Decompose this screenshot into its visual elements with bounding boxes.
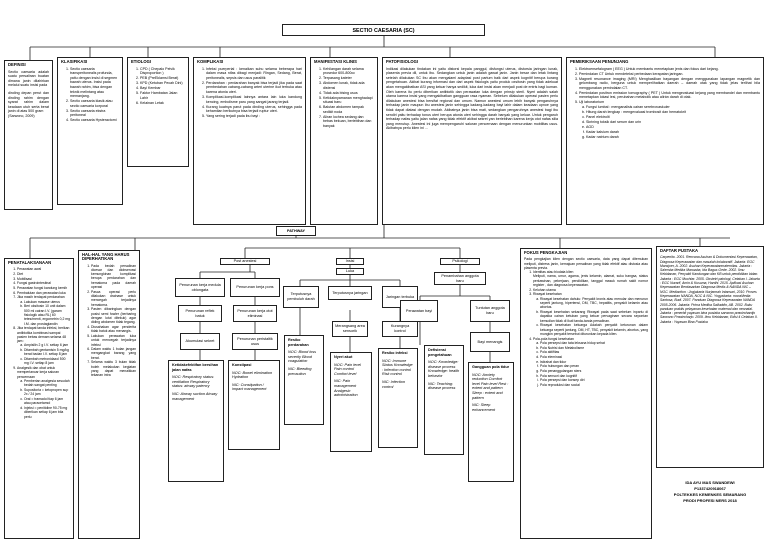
node-otot-eliminasi xyxy=(233,305,277,322)
diagnosis-nic: NIC: Bleeding precaution xyxy=(288,366,312,376)
node-text: Luka xyxy=(345,269,355,274)
node-text: Penurunan kerja medula oblongata xyxy=(179,282,221,292)
list-item: c. Pola aktifitas xyxy=(540,350,648,354)
list-item: 1. Perawatan awal xyxy=(17,267,70,271)
list-item: 6. Balutan abdomen tampak sedikit noda xyxy=(323,105,374,114)
list-item: j. Pola reproduksi dan social xyxy=(540,383,648,387)
list-item: 3. Mobilisasi xyxy=(17,277,70,281)
pemeriksaan-box xyxy=(566,57,764,225)
node-text: Psikologi xyxy=(452,259,468,264)
daftar-pustaka-box xyxy=(656,246,764,468)
list-item: c. Oral = tramadol tiap 6 jam atau paracetamol xyxy=(24,397,70,406)
list-item: 3. Abdomen lunak, tidak ada distensi xyxy=(323,81,374,90)
list-item: e. Istirahat dan tidur xyxy=(540,360,648,364)
definisi-text2: dinding depan perut dan dinding rahim dengan syarat rahim dalam keadaan utuh serta berat janin di atas 500 gram xyxy=(8,90,49,114)
list-item: 1. Infeksi puerperial : kenaikan suhu selama beberapa hari dalam masa nifas dibagi menjadi: Ringan, Sedang, Berat, peritonealis, sepsis dan usus paralitik xyxy=(206,67,302,81)
patofisiologi-box xyxy=(382,57,562,225)
node-medula-oblongata xyxy=(175,278,225,297)
node-akumulasi-sekret xyxy=(180,333,220,350)
item-text: Identitas atau biodata klien xyxy=(533,270,574,275)
list-item: 1. Kehilangan darah selama prosedur 600-800cc xyxy=(323,67,374,76)
item-text: Jika terdapat tanda infeksi, berikan antibiotika kombinasi sampai pasien bebas demam selama 48 jam : xyxy=(17,326,70,344)
node-terputusnya-jaringan xyxy=(328,286,372,300)
list-item: 2. Pasca operasi perlu dilakukan drainase untuk mencegah terjadinya hematoma. xyxy=(91,290,136,307)
node-kurangnya-kontrol xyxy=(382,321,418,337)
diagnosis-title: Nyeri akut xyxy=(334,355,353,359)
diagnosis-nic: NIC: Constipation / impact management xyxy=(232,382,267,392)
list-item: a. Lakukan masase uterus xyxy=(24,300,70,304)
item-text: Riwayat kesehatan xyxy=(533,292,562,297)
diagnosis-defisiensi-pengetahuan xyxy=(424,345,464,455)
list-item xyxy=(533,270,648,287)
list-item: 7. Aliran lochea sedang dan bebas bekuan, berlebihan dan banyak xyxy=(323,115,374,129)
list-item: b. Ditambah gentamisin 5 mg/kg berat badan I.V. setiap 8 jam xyxy=(24,348,70,357)
diagnosis-noc: NOC: Respiratory status: ventilation Respiratory status: airway patency xyxy=(172,375,215,389)
hal-hal-heading: HAL-HAL YANG HARUS DIPERHATIKAN xyxy=(82,252,130,262)
node-text: Terputusnya pembuluh darah xyxy=(287,292,315,301)
list-item: 1. Elektroensefalogram ( EEG ) Untuk membantu menetapkan jenis dan fokus dari kejang. xyxy=(579,67,760,72)
diagnosis-nic: NIC: Airway suction Airway management xyxy=(172,391,218,401)
komplikasi-heading: KOMPLIKASI xyxy=(197,59,224,64)
list-item: d. Skrining toksik dari serum dan urin xyxy=(586,120,760,125)
node-luka xyxy=(336,268,364,275)
penatalaksanaan-list xyxy=(8,267,70,419)
sub-list xyxy=(17,343,70,365)
node-psikologi xyxy=(440,258,480,265)
node-area-sensorik xyxy=(332,321,368,337)
list-item: g. Pola penanggulangan sters xyxy=(540,369,648,373)
list-item: e. AGD xyxy=(586,125,760,130)
node-pembuluh-darah xyxy=(283,286,319,308)
diagnosis-title: Konstipasi xyxy=(232,363,252,367)
diagnosis-title: Gangguan pola tidur xyxy=(472,365,510,369)
definisi-box xyxy=(4,60,53,210)
node-text: Penambahan anggota baru xyxy=(441,273,479,283)
node-text: Penurunan kerja pons xyxy=(236,285,274,290)
node-text: Tuntutan anggota baru xyxy=(475,306,505,315)
diagnosis-jalan-nafas xyxy=(168,360,224,482)
page-title xyxy=(282,24,485,36)
node-kerja-pons xyxy=(230,278,280,297)
hal-hal-list xyxy=(82,264,136,378)
author-nim: P1337420918067 xyxy=(694,486,726,491)
definisi-heading: DEFINISI xyxy=(8,62,26,67)
list-item: 2. Perdarahan : perdarahan banyak bisa terjadi jika pada saat pembedahan cabang-cabang arteri uterine ikut terbuka atau karena atonia uteri. xyxy=(206,81,302,95)
item-text: Jika masih terdapat perdarahan xyxy=(17,295,65,300)
diagnosis-noc: NOC: Bowel elimination Hydration xyxy=(232,370,273,380)
fokus-intro: Pada pengkajian klien dengan sectio caesaria, data yang dapat ditemukan meliputi, distress janin, kemajuan persalinan yang tidak efektif atau distosia atau plasenta previa. xyxy=(524,257,648,270)
list-item: 2. Diet xyxy=(17,272,70,276)
pola-list xyxy=(533,341,648,387)
diagnosis-title: Resiko infeksi xyxy=(382,351,408,355)
list-item: c. Panel elektrolit xyxy=(586,115,760,120)
list-item: i. Pola persepsi dan konsep diri xyxy=(540,378,648,382)
fokus-pengkajian-box xyxy=(520,248,652,539)
list-item: 3. Komplikasi-komplikasi lainnya antara lain luka kandung kencing, embolisme paru yang sangat jarang terjadi. xyxy=(206,95,302,104)
node-insisi xyxy=(336,258,364,265)
identitas-text: Meliputi, nama, umur, agama, jenis kelamin, alamat, suku bangsa, status perkawinan, pekerjaan, pendidikan, tanggal masuk rumah sakit nomor register , dan diagnosa keperawatan. xyxy=(533,274,648,288)
list-item: 4. Diusahakan agar penderita tidak batuk atau menangis. xyxy=(91,325,136,334)
node-text: Jaringan terbuka xyxy=(385,294,415,299)
manifestasi-list xyxy=(314,67,374,129)
sub-list xyxy=(17,300,70,326)
node-text: Perawatan bayi xyxy=(405,308,433,313)
definisi-source: (Sarwono, 2009) xyxy=(8,113,35,118)
diagnosis-resiko-infeksi xyxy=(378,348,418,448)
list-item: g. Kadar natrium darah xyxy=(586,135,760,140)
list-item: 3. Magneti resonance imaging (MRI) Menghasilkan bayangan dengan menggunakan lapangan magnetik dan gelombang radio, berguna untuk memperlihatkan daerah – daerah otak yang tidak jelas terlihat bila menggunakan pemindaian CT. xyxy=(579,77,760,91)
list-item: 5. Perawatan fungsi kandung kemih xyxy=(17,286,70,290)
list-item: 1. CPD ( Chepalo Pelvik Disproportion ) xyxy=(140,67,185,76)
list-item: 2. Keluhan utama xyxy=(533,288,648,292)
list-item: c. Ditambah metronidazol 500 mg I.V. setiap 8 jam xyxy=(24,357,70,366)
list-item: 5. Ketidaknyamanan menghadapi situasi baru xyxy=(323,96,374,105)
list-item xyxy=(533,337,648,388)
author-block xyxy=(656,472,764,539)
node-text: Insisi xyxy=(345,259,355,264)
lab-heading: Uji laboratorium xyxy=(579,100,605,105)
etiologi-box xyxy=(127,57,189,167)
list-item: 7. Selama waktu 3 bulan tidak boleh melakukan kegiatan yang dapat menaikkan tekanan intra xyxy=(91,360,136,377)
node-reflek-batuk xyxy=(178,305,222,322)
riwayat-list xyxy=(533,297,648,336)
diagnosis-title: Ketidakefektifan bersihan jalan nafas xyxy=(172,363,219,372)
list-item: d. Pola eleminasi xyxy=(540,355,648,359)
node-tuntutan-anggota xyxy=(470,300,510,322)
fokus-list xyxy=(524,270,648,387)
etiologi-list xyxy=(131,67,185,106)
node-text: Penurunan reflek batuk xyxy=(185,308,215,318)
list-item: 2. Sectio caesaria klasik atau sectio caesaria korporal xyxy=(70,99,119,108)
node-text: Post anestesi xyxy=(233,259,257,264)
list-item: 3. Pasien dibaringkan dengan posisi semi fowler (berbaring dengan lutut ditekuk) agar diding abdomen tidak tegang. xyxy=(91,307,136,324)
list-item: 4. Bayi Kembar xyxy=(140,86,185,91)
diagnosis-noc: NOC: Immune Status Knowledge : Infection control Risk control xyxy=(382,358,413,377)
node-anggota-baru xyxy=(434,272,486,285)
list-item xyxy=(17,366,70,419)
pemeriksaan-list xyxy=(570,67,760,140)
list-item: f. Pola hubungan dan peran xyxy=(540,364,648,368)
node-bayi-menangis xyxy=(470,332,510,352)
diagnosis-noc: NOC: Anxiety reduction Comfort level Pain level Rest : extent and pattern Sleep : extent and pattern xyxy=(472,372,509,400)
diagnosis-title: Defisiensi pengetahuan xyxy=(428,348,452,357)
diagnosis-nic: NIC: Pain management Analgesic administration xyxy=(334,379,358,398)
list-item xyxy=(17,295,70,325)
sub-list xyxy=(17,379,70,419)
list-item: a. Pemberian analgesia sesudah bedah sangat penting xyxy=(24,379,70,388)
etiologi-heading: ETIOLOGI xyxy=(131,59,152,64)
list-item: 2. PEB (PreEklamsi Berat) xyxy=(140,76,185,81)
pemeriksaan-heading: PEMERIKSAAN PENUNJANG xyxy=(570,59,629,64)
klasifikasi-box xyxy=(57,57,123,205)
penatalaksanaan-box xyxy=(4,258,74,539)
list-item: b. Hitung darah lengkap : mengevaluasi trombosit dan hematokrit xyxy=(586,110,760,115)
list-item: b. Beri oksitosin 10 unit dalam 500 ml cairan I.V. (garam fisiologik atau RL) 60 tetes/menit, ergometrin 0,2 mg I.M. dan prostaglandin xyxy=(24,304,70,325)
node-text: Kurangnya kontrol xyxy=(390,324,410,333)
list-item: 4. Pemindaian positron emission tomography ( PET ) Untuk mengevaluasi kejang yang membandel dan membantu menetapkan lokasi lesi, perubahan metabolik atau alirán darah di otak. xyxy=(579,91,760,100)
diagnosis-title: Resiko perdarahan xyxy=(288,338,309,347)
list-item xyxy=(579,100,760,139)
pathway-heading-text: PATHWAY xyxy=(286,228,306,233)
node-peristaltik-usus xyxy=(232,333,278,350)
diagnosis-noc: NOC: Knowledge: disease process Knowledge: health behavior xyxy=(428,360,460,378)
list-item: 5. Lakukan perawatan luka untuk mencegah terjadinya infeksi xyxy=(91,334,136,347)
manifestasi-heading: MANIFESTASI KLINIS xyxy=(314,59,357,64)
node-text: Terputusnya jaringan xyxy=(332,290,368,295)
pustaka-heading: DAFTAR PUSTAKA xyxy=(660,248,698,253)
list-item: b. Riwayat kesehatan sekarang Riwayat pada saat sebelum inpartu di dapatka cairan ketuban yang keluar pervaginam secara sepontan kemudian tidak di ikuti tanda-tanda persalinan. xyxy=(540,310,648,323)
komplikasi-list xyxy=(197,67,302,119)
list-item: 6. Kelainan Letak xyxy=(140,101,185,106)
lab-list xyxy=(579,105,760,140)
patofisiologi-heading: PATOFISIOLOGI xyxy=(386,59,419,64)
list-item: f. Kadar kalsium darah xyxy=(586,130,760,135)
node-text: Akumulasi sekret xyxy=(185,339,215,344)
diagnosis-konstipasi xyxy=(228,360,280,450)
node-text: Penurunan kerja otot eliminasi xyxy=(237,308,273,318)
diagnosis-nic: NIC: Teaching: disease process xyxy=(428,381,456,391)
list-item: 6. Dalam waktu 1 bulan jangan mengangkat barang yang berat. xyxy=(91,347,136,360)
pustaka-text: Carpenito. 2001. Rencana Asuhan & Dokumentasi Keperawatan, Diagnosa Keperawatan dan masalah kolaboratif. Jakarta: EGC Mansjoer, A. 2002. Asuhan Keperawatanmaternitas. Jakarta : Salemba Medika Manuaba, Ida Bagus Gede. 2002. Ilmu Kebidanan, Penyakit Kandungan dan KB untuk pendidikan bidan. Jakarta : EGC Muchtar. 2005. Obstetri patologi, Cetakan I. Jakarta : EGC Nurarif, Amin & Kusuma, Hardhi. 2015. Aplikasi Asuhan Keperawatan Berdasarkan Diagnosa Medis & NANDA NIC – NOC. Mediaction : Jogjakarta Nurjannah Intansari, 2010. Proses Keperawatan NANDA, NOC & NIC. Yogyakarta: mocaMedia Santosa, Budi. 2007. Panduan Diagnosa Keperawatan NANDA 2005-2006. Jakarta: Prima Medika Saifuddin, AB. 2002. Buku panduan praktis pelayanan kesehatan maternal dan neonatal. Jakarta : penerbit yayasan bina pustaka sarwono prawirohardjo Sarwono Prawiroharjo. 2009. Ilmu Kebidanan, Edisi 4 Cetakan II. Jakarta : Yayasan Bina Pustaka xyxy=(660,255,760,324)
author-name: IDA AYU MAS SWANDEWI xyxy=(685,480,735,485)
list-item: h. Pola sensori dan kognitif xyxy=(540,374,648,378)
node-text: Penurunan peristaltik usus xyxy=(237,336,273,346)
pathway-heading xyxy=(276,226,316,236)
diagnosis-noc: NOC: Blood loss severity Blood coagulation xyxy=(288,350,317,364)
list-item: 3. KPD (Ketuban Pecah Dini) xyxy=(140,81,185,86)
list-item: a. Fungsi lumbal : menganalisis cairan serebrovaskuler xyxy=(586,105,760,110)
list-item: 2. Pemindaian CT Untuk mendeteksi perbedaan kerapatan jaringan. xyxy=(579,72,760,77)
list-item: a. Pola persepsi dan tata leksana hidup sehat xyxy=(540,341,648,345)
list-item: a. Ampisilin 2 g I.V. setiap 6 jam xyxy=(24,343,70,347)
list-item: 4. Tidak ada bising usus xyxy=(323,91,374,96)
list-item: 1. Pada bedah persalinan dicesar dan diobservasi kemungkinan komplikasi berupa perdarahan dan hematoma pada daerah operasi xyxy=(91,264,136,290)
title-text: SECTIO CAESARIA (SC) xyxy=(352,28,415,34)
diagnosis-noc: NOC: Pain level Pain control Comfort level xyxy=(334,362,362,376)
klasifikasi-heading: KLASIFIKASI xyxy=(61,59,88,64)
penatalaksanaan-heading: PENATALAKSANAAN xyxy=(8,260,52,265)
list-item: 4. Fungsi gastrointestinal xyxy=(17,281,70,285)
list-item: 5. Faktor Hambatan Jalan Lahir xyxy=(140,91,185,100)
diagnosis-nic: NIC: Infection control xyxy=(382,379,406,389)
list-item: 2. Terpasang kateter xyxy=(323,76,374,81)
fokus-heading: FOKUS PENGKAJIAN xyxy=(524,250,568,255)
diagnosis-perdarahan xyxy=(284,335,324,425)
item-text: Pola-pola fungsi kesehatan xyxy=(533,336,574,341)
node-text: Merangsang area sensorik xyxy=(335,324,365,333)
patofisiologi-text: Indikasi dilakukan tindakan ini yaitu distorsi kepala panggul, disfungsi uterus, distorsia jaringan lunak, plasenta previa dll, untuk ibu. Sedangkan untuk janin adalah gawat janin. Janin besar dan letak lintang setelah dilakukan SC ibu akan mengalami adaptasi post partum baik dari aspek kognitif berupa kurang pengetahuan. Akibat kurang informasi dan dari aspek fisiologis yaitu produk oxsitosin yang tidak adekuat akan mengakibatkan ASI yang keluar hanya sedikit, luka dari insisi akan menjadi post de entris bagi kuman. Oleh karena itu perlu diberikan antibiotik dan perawatan luka dengan prinsip steril. Nyeri adalah salah utama karena insisi yang mengakibatkan gangguan rasa nyaman. Sebelum dilakukan operasi pasien perlu dilakukan anestesi bisa bersifat regional dan umum. Namun anestesi umum lebih banyak pengaruhnya terhadap janin maupun ibu anestesi janin sehingga kadang-kadang bayi lahir dalam keadaan upnoe yang tidak dapat diatasi dengan mudah. Akibatnya janin bisa mati, sedangkan pengaruhnya anestesi bagi ibu sendiri yaitu terhadap tonus uteri berupa atonia uteri sehingga darah banyak yang keluar. Untuk pengaruh terhadap nafas yaitu jalan nafas yang tidak efektif akibat sekret yan berlebihan karena kerja otot nafas silia yang menutup. Anestesi ini juga mempengaruhi saluran pencernaan dengan menurunkan mobilitas usus. Akibatnya perlu klien ini ... xyxy=(386,66,558,131)
node-text: Bayi menangis xyxy=(477,339,503,344)
author-school: POLTEKKES KEMENKES SEMARANG xyxy=(673,492,747,497)
list-item: 1. Sectio caesaria transperitonealis profunda, yaitu dengan insisi di segmen bawah uterus. Insisi pada bawah rahim, bisa dengan teknik melintang atau memanjang. xyxy=(70,67,119,99)
klasifikasi-list xyxy=(61,67,119,123)
diagnosis-nyeri-akut xyxy=(330,352,372,452)
list-item: b. Pola Nutrisi dan Metabolisme xyxy=(540,346,648,350)
list-item: 3. Sectio caesaria ekstra peritoneal xyxy=(70,109,119,118)
list-item: c. Riwayat kesehatan keluarga Adakah penyakit keturunan dalam keluarga seperti jantung, DM, HT, TBC, penyakit kelamin, abortus, yang mungkin penyakit tersebut diturunkan kepada klien. xyxy=(540,323,648,336)
diagnosis-pola-tidur xyxy=(468,362,514,482)
manifestasi-box xyxy=(310,57,378,225)
list-item: d. Injeksi = penitidine 90-75 mg diberikan setiap 6 jam bila perlu xyxy=(24,406,70,419)
list-item xyxy=(17,326,70,365)
definisi-text1: Sectio caesaria adalah suatu persalinan buatan dimana janin dilahirkan melalui suatu insisi pada xyxy=(8,69,49,88)
item-text: Analgesik dan obat untuk memperlancar kerja saluran pencernaan xyxy=(17,366,60,379)
diagnosis-nic: NIC: Sleep enhancement xyxy=(472,403,496,412)
list-item: 6. Pembalutan dan perawatan luka xyxy=(17,291,70,295)
node-post-anestesi xyxy=(220,258,270,265)
list-item: b. Supositoria = ketopropen sup 2x / 24 jam xyxy=(24,388,70,397)
node-perawatan-bayi xyxy=(400,300,438,322)
list-item: 4. Sectio caesaria Hysteractomi xyxy=(70,118,119,123)
author-prodi: PRODI PROFESI NERS 2018 xyxy=(683,498,737,503)
list-item: 4. Kurang kuatnya parut pada dinding uterus, sehingga pada kehamilan berikutnya bisa terjadi ruptur uteri. xyxy=(206,105,302,114)
hal-hal-box xyxy=(78,250,140,539)
list-item: a. Riwayat kesehatan dahulu: Penyakit kronis atau menular dan menurun seperti jantung, hipertensi, DM, TBC, hepatitis, penyakit kelamin atau abortus. xyxy=(540,297,648,310)
list-item: 5. Yang sering terjadi pada ibu bayi : xyxy=(206,114,302,119)
list-item xyxy=(533,292,648,336)
komplikasi-box xyxy=(193,57,306,225)
